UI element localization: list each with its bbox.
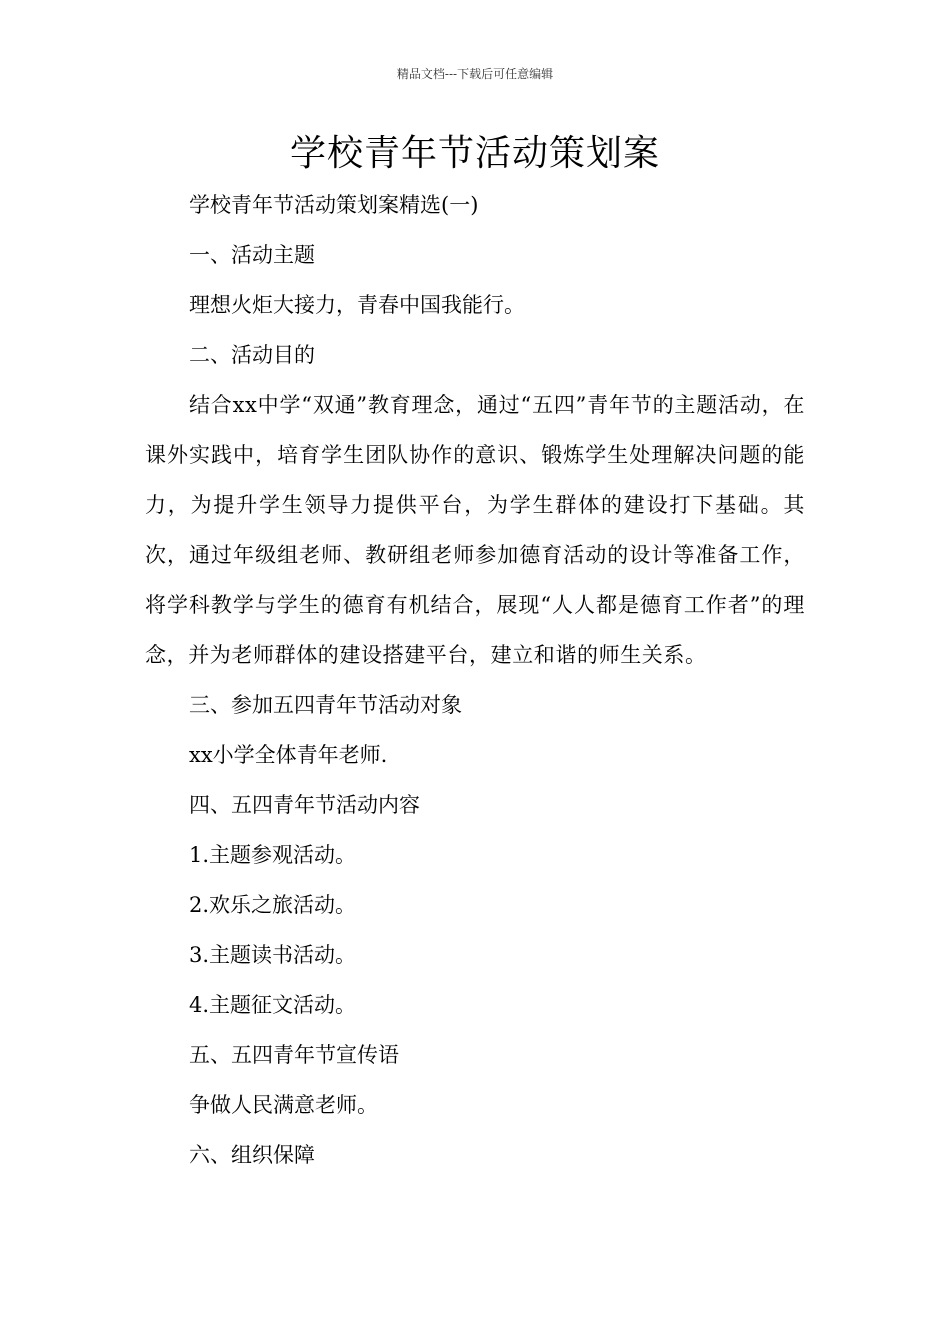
document-subtitle: 学校青年节活动策划案精选(一) — [189, 193, 479, 217]
section-heading-participants: 三、参加五四青年节活动对象 — [189, 693, 462, 717]
section-heading-organization: 六、组织保障 — [189, 1143, 315, 1167]
section-heading-slogan: 五、五四青年节宣传语 — [189, 1043, 399, 1067]
list-item: 4.主题征文活动。 — [189, 993, 357, 1017]
section-body-participants: xx小学全体青年老师. — [189, 743, 388, 767]
list-item: 3.主题读书活动。 — [189, 943, 357, 967]
list-item: 1.主题参观活动。 — [189, 843, 357, 867]
section-heading-content: 四、五四青年节活动内容 — [189, 793, 420, 817]
document-title: 学校青年节活动策划案 — [289, 133, 660, 174]
section-body-purpose: 结合xx中学“双通”教育理念，通过“五四”青年节的主题活动，在课外实践中，培育学生团队协作的意识、锻炼学生处理解决问题的能力，为提升学生领导力提供平台，为学生群体的建设打下基础。其次，通过年级组老师、教研组老师参加德育活动的设计等准备工作，将学科教学与学生的德育有机结合，展现“人人都是德育工作者”的理念，并为老师群体的建设搭建平台，建立和谐的师生关系。 — [145, 393, 805, 667]
section-body-theme: 理想火炬大接力，青春中国我能行。 — [189, 293, 525, 317]
page-header: 精品文档---下载后可任意编辑 — [396, 67, 554, 81]
section-heading-purpose: 二、活动目的 — [189, 343, 315, 367]
list-item: 2.欢乐之旅活动。 — [189, 893, 357, 917]
section-body-slogan: 争做人民满意老师。 — [189, 1093, 378, 1117]
document-body — [145, 180, 805, 1180]
section-heading-theme: 一、活动主题 — [189, 243, 315, 267]
